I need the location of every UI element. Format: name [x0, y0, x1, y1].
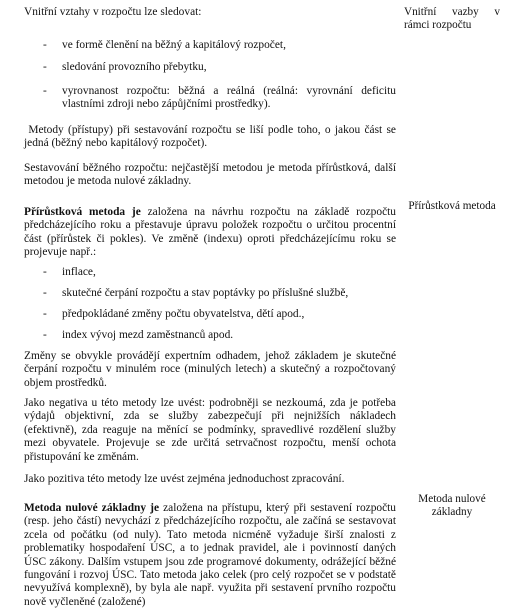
current-budget-paragraph: Sestavování běžného rozpočtu: nejčastější metodou je metoda přírůstková, další metodou je metoda nulové základny. [24, 162, 396, 188]
methods-paragraph: Metody (přístupy) při sestavování rozpočtu se liší podle toho, o jakou část se jedná (běžný nebo kapitálový rozpočet). [24, 124, 396, 150]
margin-note-incremental-method: Přírůstková metoda [408, 200, 496, 212]
margin-note-internal-links: Vnitřní vazby v rámci rozpočtu [404, 6, 500, 31]
list-item-text: předpokládané změny počtu obyvatelstva, dětí apod., [62, 308, 305, 320]
zero-base-paragraph: Metoda nulové základny je založena na přístupu, který při sestavení rozpočtu (resp. jeho částí) nevychází z předcházejícího rozpočtu, ale začíná se sestavovat zcela od počátku (od nuly). Tato metoda nicméně vyžaduje širší znalosti z problematiky hospodaření ÚSC, a to jednak pravidel, ale i povinností daných ÚSC zákony. Dalším vstupem jsou zde programové dokumenty, odrážející běžné fungování i rozvoj ÚSC. Tato metoda jako celek (pro celý rozpočet se v podstatě nevyužívá komplexně), by byla ale např. využita při sestavení prvního rozpočtu nově vyčleněné (založené) [24, 502, 396, 608]
positives-paragraph: Jako pozitiva této metody lze uvést zejména jednoduchost zpracování. [24, 473, 345, 485]
list-item-text: ve formě členění na běžný a kapitálový rozpočet, [62, 39, 286, 51]
margin-note-zero-base-method: Metoda nulové základny [418, 493, 486, 518]
zero-base-term: Metoda nulové základny je [24, 502, 160, 514]
list-item-text: skutečné čerpání rozpočtu a stav poptávky po příslušné službě, [62, 287, 349, 299]
list-item-text: sledování provozního přebytku, [62, 61, 207, 73]
list-item-text: vyrovnanost rozpočtu: běžná a reálná (reálná: vyrovnání deficitu vlastními zdroji nebo zápůjčními prostředky). [62, 85, 396, 111]
list-item-text: inflace, [62, 266, 96, 278]
negatives-paragraph: Jako negativa u této metody lze uvést: podrobněji se nezkoumá, zda je potřeba výdajů objektivní, zda se služby zabezpečují při nejnižších nákladech (efektivně), zda reaguje na měnící se podmínky, spravedlivé rozdělení služby mezi obyvatele. Projevuje se zde určitá setrvačnost rozpočtu, menší ochota přistupování ke změnám. [24, 397, 396, 463]
list-item-text: index vývoj mezd zaměstnanců apod. [62, 329, 234, 341]
incremental-method-term: Přírůstková metoda je [24, 206, 141, 218]
intro-paragraph: Vnitřní vztahy v rozpočtu lze sledovat: [24, 6, 202, 18]
incremental-method-paragraph: Přírůstková metoda je založena na návrhu rozpočtu na základě rozpočtu předcházejícího roku a přestavuje úpravu položek rozpočtu o určitou procentní část (přírůstek či pokles). Ve změně (indexu) oproti předcházejícímu roku se projevuje např.: [24, 206, 396, 259]
changes-paragraph: Změny se obvykle provádějí expertním odhadem, jehož základem je skutečné čerpání rozpočtu v minulém roce (minulých letech) a skutečný a rozpočtovaný objem prostředků. [24, 350, 396, 389]
